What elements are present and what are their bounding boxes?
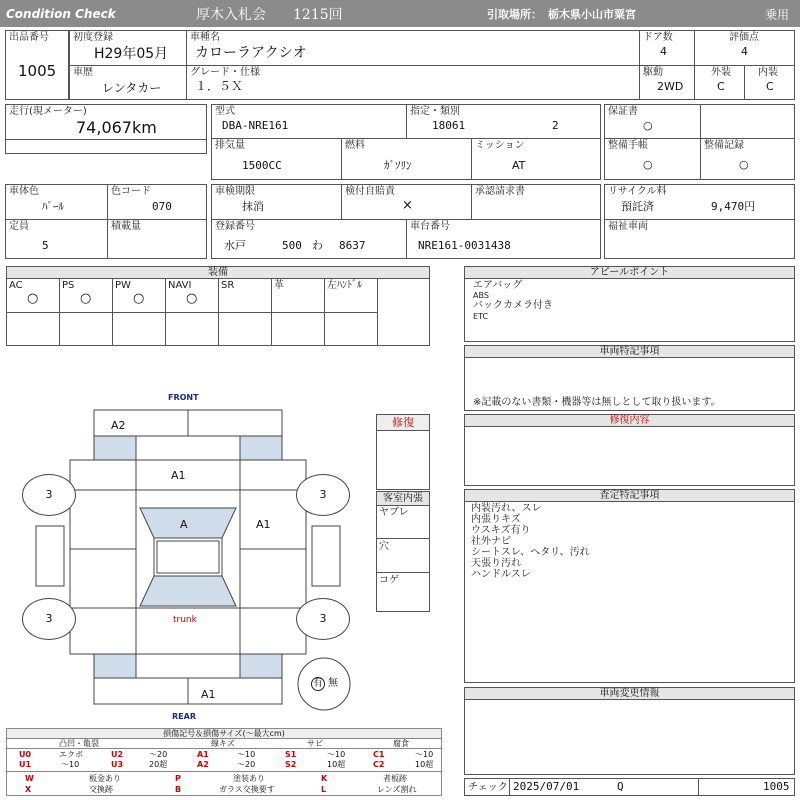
history-box xyxy=(69,65,187,100)
repair-box xyxy=(376,414,430,490)
legend-title: 損傷記号＆損傷サイズ(〜最大cm) xyxy=(7,729,441,739)
legend-text-s2: 10超 xyxy=(327,760,346,769)
color-code-value: 070 xyxy=(152,200,172,213)
name-label: 車種名 xyxy=(190,32,220,43)
legend-text-c1: 〜10 xyxy=(415,750,434,759)
check-grade: Q xyxy=(617,780,624,793)
legend-text-u2: 〜20 xyxy=(149,750,168,759)
history-value: レンタカー xyxy=(102,81,162,95)
category: 乗用 xyxy=(765,8,790,22)
legend-text-l: レンズ割れ xyxy=(377,785,417,794)
model-label: 型式 xyxy=(215,106,235,117)
inspection-value: 抹消 xyxy=(242,200,264,213)
check-lot: 1005 xyxy=(763,780,790,793)
equip-value-ps: ○ xyxy=(80,291,92,306)
mark-hood: A1 xyxy=(171,469,186,482)
drive-box xyxy=(639,65,695,100)
first-reg-value: H29年05月 xyxy=(94,46,169,62)
plate-region: 水戸 xyxy=(224,239,246,252)
load-label: 積載量 xyxy=(111,221,141,232)
assessment-line: シートスレ、ヘタリ、汚れ xyxy=(471,547,590,558)
legend-text-a1: 〜10 xyxy=(237,750,256,759)
record-value: ○ xyxy=(739,158,749,171)
spare-no: 無 xyxy=(328,678,338,689)
transmission-label: ミッション xyxy=(475,140,525,151)
transmission-value: AT xyxy=(512,159,526,172)
lot-box xyxy=(5,30,69,100)
record-label: 整備記録 xyxy=(704,140,744,151)
mileage-label: 走行(現メーター) xyxy=(9,106,87,117)
fuel-label: 燃料 xyxy=(345,140,365,151)
legend-code-s2: S2 xyxy=(285,760,297,769)
first-reg-box xyxy=(69,30,187,66)
car-diagram xyxy=(0,385,376,725)
rear-label: REAR xyxy=(172,712,196,721)
exterior-value: C xyxy=(717,80,725,93)
change-info-box xyxy=(464,687,795,775)
exterior-box xyxy=(694,65,745,100)
score-box xyxy=(694,30,795,66)
equip-label-ac: AC xyxy=(9,280,23,291)
mark-right-side: A1 xyxy=(256,518,271,531)
plate-class: 500 xyxy=(282,239,302,252)
chassis-label: 車台番号 xyxy=(410,221,450,232)
mileage-value: 74,067km xyxy=(76,118,157,137)
liability-label: 検付自賠責 xyxy=(345,186,395,197)
assessment-line: 天張り汚れ xyxy=(471,558,521,569)
legend-code-c1: C1 xyxy=(373,750,385,759)
interior-item-burn: コゲ xyxy=(379,575,399,586)
repair-content-title: 修復内容 xyxy=(465,415,794,427)
legend-text-u1: 〜10 xyxy=(61,760,80,769)
plate-label: 登録番号 xyxy=(215,221,255,232)
color-label: 車体色 xyxy=(9,186,39,197)
pickup-label: 引取場所： xyxy=(487,8,542,21)
recycle-box xyxy=(604,184,795,220)
legend-text-u0: エクボ xyxy=(59,750,83,759)
history-label: 車歴 xyxy=(73,67,93,78)
tire-front-right: 3 xyxy=(296,474,350,516)
legend-code-a2: A2 xyxy=(197,760,209,769)
front-label: FRONT xyxy=(168,393,199,402)
legend-text-a2: 〜20 xyxy=(237,760,256,769)
appeal-line: バックカメラ付き xyxy=(473,300,553,311)
capacity-label: 定員 xyxy=(9,221,29,232)
capacity-value: 5 xyxy=(42,239,49,252)
inspection-box xyxy=(211,184,601,220)
chassis-value: NRE161-0031438 xyxy=(418,239,511,252)
interior-box xyxy=(744,65,795,100)
displacement-box xyxy=(211,138,601,180)
legend-code-x: X xyxy=(25,785,32,794)
plate-kana: わ xyxy=(312,239,323,252)
legend-col-dent: 凸凹・亀裂 xyxy=(59,739,99,748)
interior-item-tear: ヤブレ xyxy=(379,507,409,518)
legend-code-s1: S1 xyxy=(285,750,297,759)
doors-box xyxy=(639,30,695,66)
legend-col-corrosion: 腐食 xyxy=(393,739,409,748)
tire-front-left: 3 xyxy=(22,474,76,516)
model-value: DBA-NRE161 xyxy=(222,119,289,132)
legend-text-k: 者板跡 xyxy=(383,774,407,783)
drive-value: 2WD xyxy=(657,80,684,93)
model-box xyxy=(211,104,601,139)
warranty-box xyxy=(604,104,795,139)
legend-text-p: 塗装あり xyxy=(233,774,265,783)
equip-value-pw: ○ xyxy=(133,291,145,306)
exterior-label: 外装 xyxy=(711,67,731,78)
special-notes-box xyxy=(464,345,795,411)
change-info-title: 車両変更情報 xyxy=(465,688,794,700)
tire-rear-right: 3 xyxy=(296,598,350,640)
warranty-label: 保証書 xyxy=(608,106,638,117)
manual-value: ○ xyxy=(643,158,653,171)
lot-label: 出品番号 xyxy=(9,32,49,43)
legend-code-b: B xyxy=(175,785,182,794)
color-value: ﾊﾟｰﾙ xyxy=(42,200,64,213)
doors-label: ドア数 xyxy=(643,32,673,43)
welfare-label: 福祉車両 xyxy=(608,221,648,232)
grade-value: １．５Ｘ xyxy=(195,79,244,93)
interior-damage-box xyxy=(376,491,430,612)
plate-number: 8637 xyxy=(339,239,366,252)
legend-text-c2: 10超 xyxy=(415,760,434,769)
warranty-value: ○ xyxy=(643,119,653,132)
equipment-box xyxy=(6,266,430,346)
legend-code-w: W xyxy=(25,774,34,783)
tire-rear-left: 3 xyxy=(22,598,76,640)
equipment-title: 装備 xyxy=(7,267,429,279)
interior-label: 内装 xyxy=(758,67,778,78)
legend-text-x: 交換跡 xyxy=(89,785,113,794)
score-label: 評価点 xyxy=(729,32,759,43)
legend-text-w: 板金あり xyxy=(89,774,121,783)
assessment-line: ハンドルスレ xyxy=(471,569,531,580)
cert-label: 指定・類別 xyxy=(410,106,460,117)
doors-value: 4 xyxy=(660,45,667,58)
check-label: チェック xyxy=(468,782,508,793)
equip-label-leather: 革 xyxy=(274,280,284,291)
interior-damage-title: 客室内張 xyxy=(377,492,429,506)
assessment-line: 内張りキズ xyxy=(471,514,521,525)
equip-value-navi: ○ xyxy=(186,291,198,306)
legend-code-a1: A1 xyxy=(197,750,209,759)
equip-label-lhd: 左ﾊﾝﾄﾞﾙ xyxy=(327,280,362,291)
equip-label-pw: PW xyxy=(115,280,131,291)
maintenance-box xyxy=(604,138,795,180)
color-box xyxy=(5,184,207,220)
assessment-title: 査定特記事項 xyxy=(465,490,794,502)
fuel-value: ｶﾞｿﾘﾝ xyxy=(384,159,412,172)
legend-code-u0: U0 xyxy=(19,750,32,759)
legend-text-u3: 20超 xyxy=(149,760,168,769)
cert-designation: 18061 xyxy=(432,119,466,132)
assessment-line: 社外ナビ xyxy=(471,536,511,547)
equip-label-sr: SR xyxy=(221,280,235,291)
assessment-line: 内装汚れ、スレ xyxy=(471,503,542,514)
spare-yes: 有 xyxy=(313,678,323,689)
auction-name: 厚木入札会 xyxy=(196,7,266,23)
cert-class: 2 xyxy=(552,119,559,132)
repair-title: 修復 xyxy=(377,415,429,431)
equip-label-ps: PS xyxy=(62,280,75,291)
appeal-line: エアバッグ xyxy=(473,280,523,291)
legend-code-p: P xyxy=(175,774,181,783)
appeal-line: ETC xyxy=(473,312,489,321)
approval-label: 承認請求書 xyxy=(475,186,525,197)
assessment-line: ウスキズ有り xyxy=(471,525,531,536)
equip-value-ac: ○ xyxy=(27,291,39,306)
legend-code-u3: U3 xyxy=(111,760,124,769)
inspection-label: 車検期限 xyxy=(215,186,255,197)
appeal-title: アピールポイント xyxy=(465,267,794,279)
interior-value: C xyxy=(766,80,774,93)
legend-text-s1: 〜10 xyxy=(327,750,346,759)
special-notes-text: ※記載のない書類・機器等は無しとして取り扱います。 xyxy=(473,397,721,408)
pickup-value: 栃木県小山市粟宮 xyxy=(548,8,636,21)
mark-rear-bumper: A1 xyxy=(201,688,216,701)
check-box xyxy=(464,778,795,796)
session-number: 1215回 xyxy=(293,7,343,23)
displacement-value: 1500CC xyxy=(242,159,282,172)
liability-value: × xyxy=(402,198,413,213)
recycle-label: リサイクル料 xyxy=(608,186,667,197)
capacity-box xyxy=(5,219,207,259)
recycle-status: 預託済 xyxy=(621,200,654,213)
interior-item-hole: 穴 xyxy=(379,541,389,552)
assessment-box xyxy=(464,489,795,683)
grade-label: グレード・仕様 xyxy=(190,67,260,78)
legend-code-k: K xyxy=(321,774,328,783)
color-code-label: 色コード xyxy=(111,186,151,197)
recycle-amount: 9,470円 xyxy=(711,200,756,213)
legend-col-scratch: 線キズ xyxy=(211,739,235,748)
mileage-box xyxy=(5,104,207,154)
repair-content-box xyxy=(464,414,795,486)
manual-label: 整備手帳 xyxy=(608,140,648,151)
appeal-line: ABS xyxy=(473,291,489,300)
check-date: 2025/07/01 xyxy=(513,780,580,793)
legend-code-u1: U1 xyxy=(19,760,32,769)
car-name: カローラアクシオ xyxy=(195,45,307,61)
legend-code-l: L xyxy=(321,785,327,794)
logo: Condition Check xyxy=(6,7,116,21)
displacement-label: 排気量 xyxy=(215,140,245,151)
welfare-box xyxy=(604,219,795,259)
special-notes-title: 車両特記事項 xyxy=(465,346,794,358)
drive-label: 駆動 xyxy=(643,67,663,78)
lot-number: 1005 xyxy=(18,62,57,80)
legend-code-c2: C2 xyxy=(373,760,385,769)
score-value: 4 xyxy=(741,45,748,58)
appeal-box xyxy=(464,266,795,342)
trunk-label: trunk xyxy=(173,615,197,625)
first-reg-label: 初度登録 xyxy=(73,32,113,43)
header-bar xyxy=(0,0,800,27)
mark-roof: A xyxy=(180,518,188,531)
legend-text-b: ガラス交換要す xyxy=(219,785,275,794)
name-box xyxy=(186,30,640,66)
legend-code-u2: U2 xyxy=(111,750,124,759)
grade-box xyxy=(186,65,640,100)
legend-box xyxy=(6,728,442,796)
mark-front-bumper: A2 xyxy=(111,419,126,432)
equip-label-navi: NAVI xyxy=(168,280,192,291)
legend-col-rust: サビ xyxy=(307,739,323,748)
plate-box xyxy=(211,219,601,259)
